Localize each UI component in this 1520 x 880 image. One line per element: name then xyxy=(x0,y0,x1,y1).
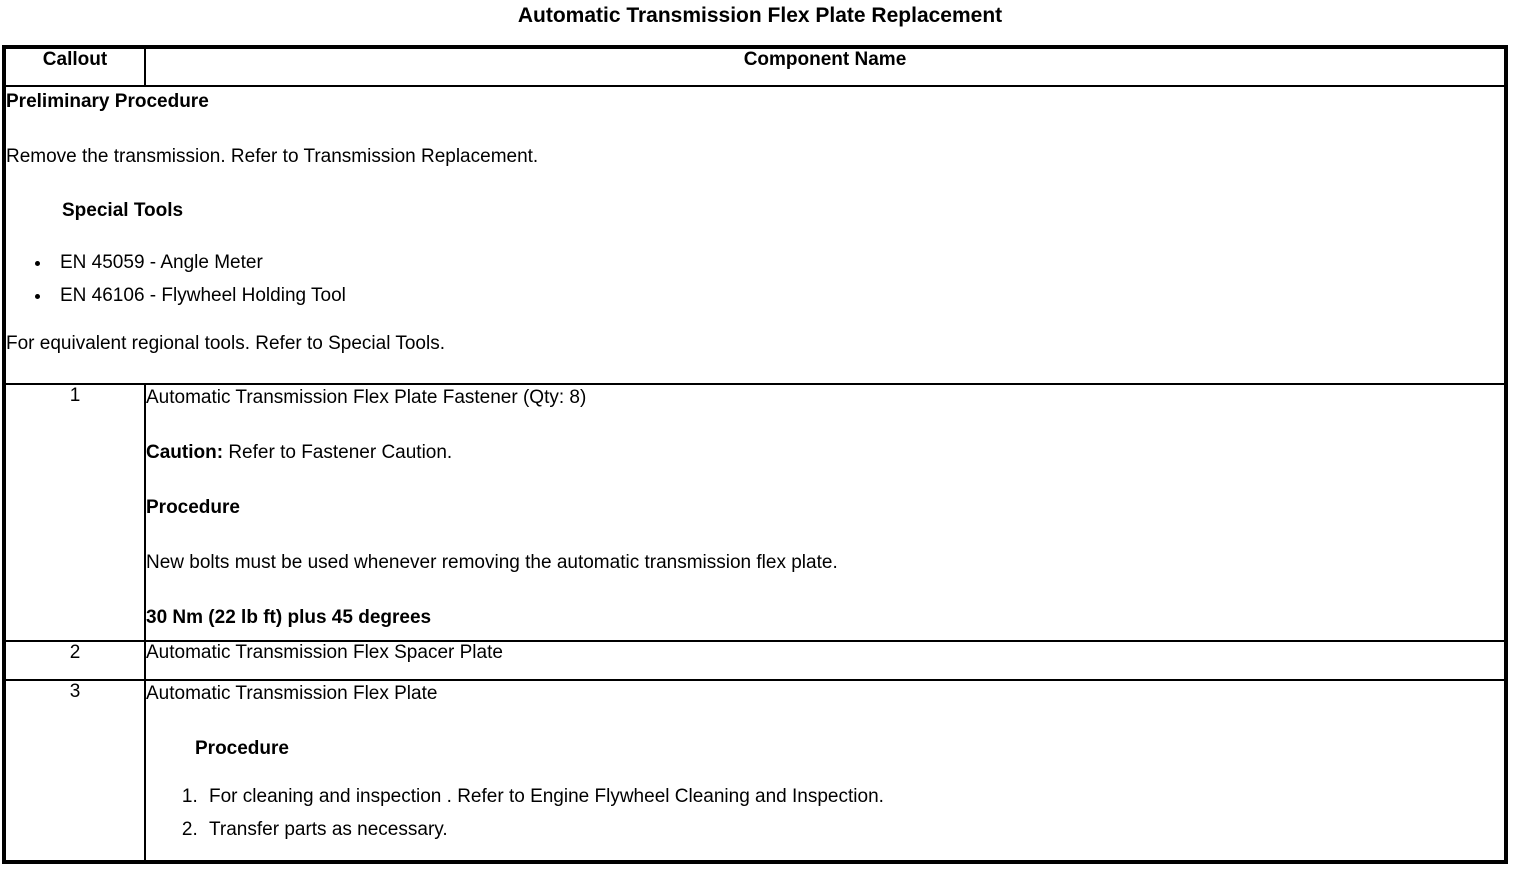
component-cell xyxy=(145,680,1506,862)
caution-text: Refer to Fastener Caution. xyxy=(223,442,453,463)
callout-number: 1 xyxy=(4,384,145,641)
preliminary-intro: Remove the transmission. Refer to Transmission Replacement. xyxy=(6,146,539,167)
component-table xyxy=(2,45,1508,864)
special-tool-item: • EN 45059 - Angle Meter xyxy=(52,246,1504,279)
component-name: Automatic Transmission Flex Plate xyxy=(146,683,438,704)
callout-number: 3 xyxy=(4,680,145,862)
table-row xyxy=(4,680,1506,862)
special-tools-heading: Special Tools xyxy=(62,200,184,221)
procedure-text: New bolts must be used whenever removing the automatic transmission flex plate. xyxy=(146,552,838,573)
preliminary-row xyxy=(4,86,1506,384)
procedure-steps-list xyxy=(146,780,1504,846)
special-tool-item: • EN 46106 - Flywheel Holding Tool xyxy=(52,279,1504,312)
torque-spec: 30 Nm (22 lb ft) plus 45 degrees xyxy=(146,607,432,628)
procedure-heading: Procedure xyxy=(195,738,289,759)
table-row xyxy=(4,641,1506,680)
caution-label: Caution: xyxy=(146,442,224,463)
component-cell xyxy=(145,384,1506,641)
component-name: Automatic Transmission Flex Plate Fastener (Qty: 8) xyxy=(146,387,587,408)
preliminary-heading: Preliminary Procedure xyxy=(6,91,209,112)
page-title: Automatic Transmission Flex Plate Replacement xyxy=(517,4,1003,27)
component-name: Automatic Transmission Flex Spacer Plate xyxy=(146,642,503,663)
table-header-row xyxy=(4,47,1506,86)
preliminary-cell xyxy=(4,86,1506,384)
column-header-callout: Callout xyxy=(4,47,145,86)
caution-line xyxy=(146,442,1504,464)
column-header-component: Component Name xyxy=(145,47,1506,86)
procedure-step: 1. For cleaning and inspection . Refer to Engine Flywheel Cleaning and Inspection. xyxy=(203,780,1504,813)
procedure-step: 2. Transfer parts as necessary. xyxy=(203,813,1504,846)
table-row xyxy=(4,384,1506,641)
special-tools-list xyxy=(6,246,1504,312)
procedure-heading: Procedure xyxy=(146,497,240,518)
preliminary-footer: For equivalent regional tools. Refer to Special Tools. xyxy=(6,333,446,354)
component-cell xyxy=(145,641,1506,680)
callout-number: 2 xyxy=(4,641,145,680)
